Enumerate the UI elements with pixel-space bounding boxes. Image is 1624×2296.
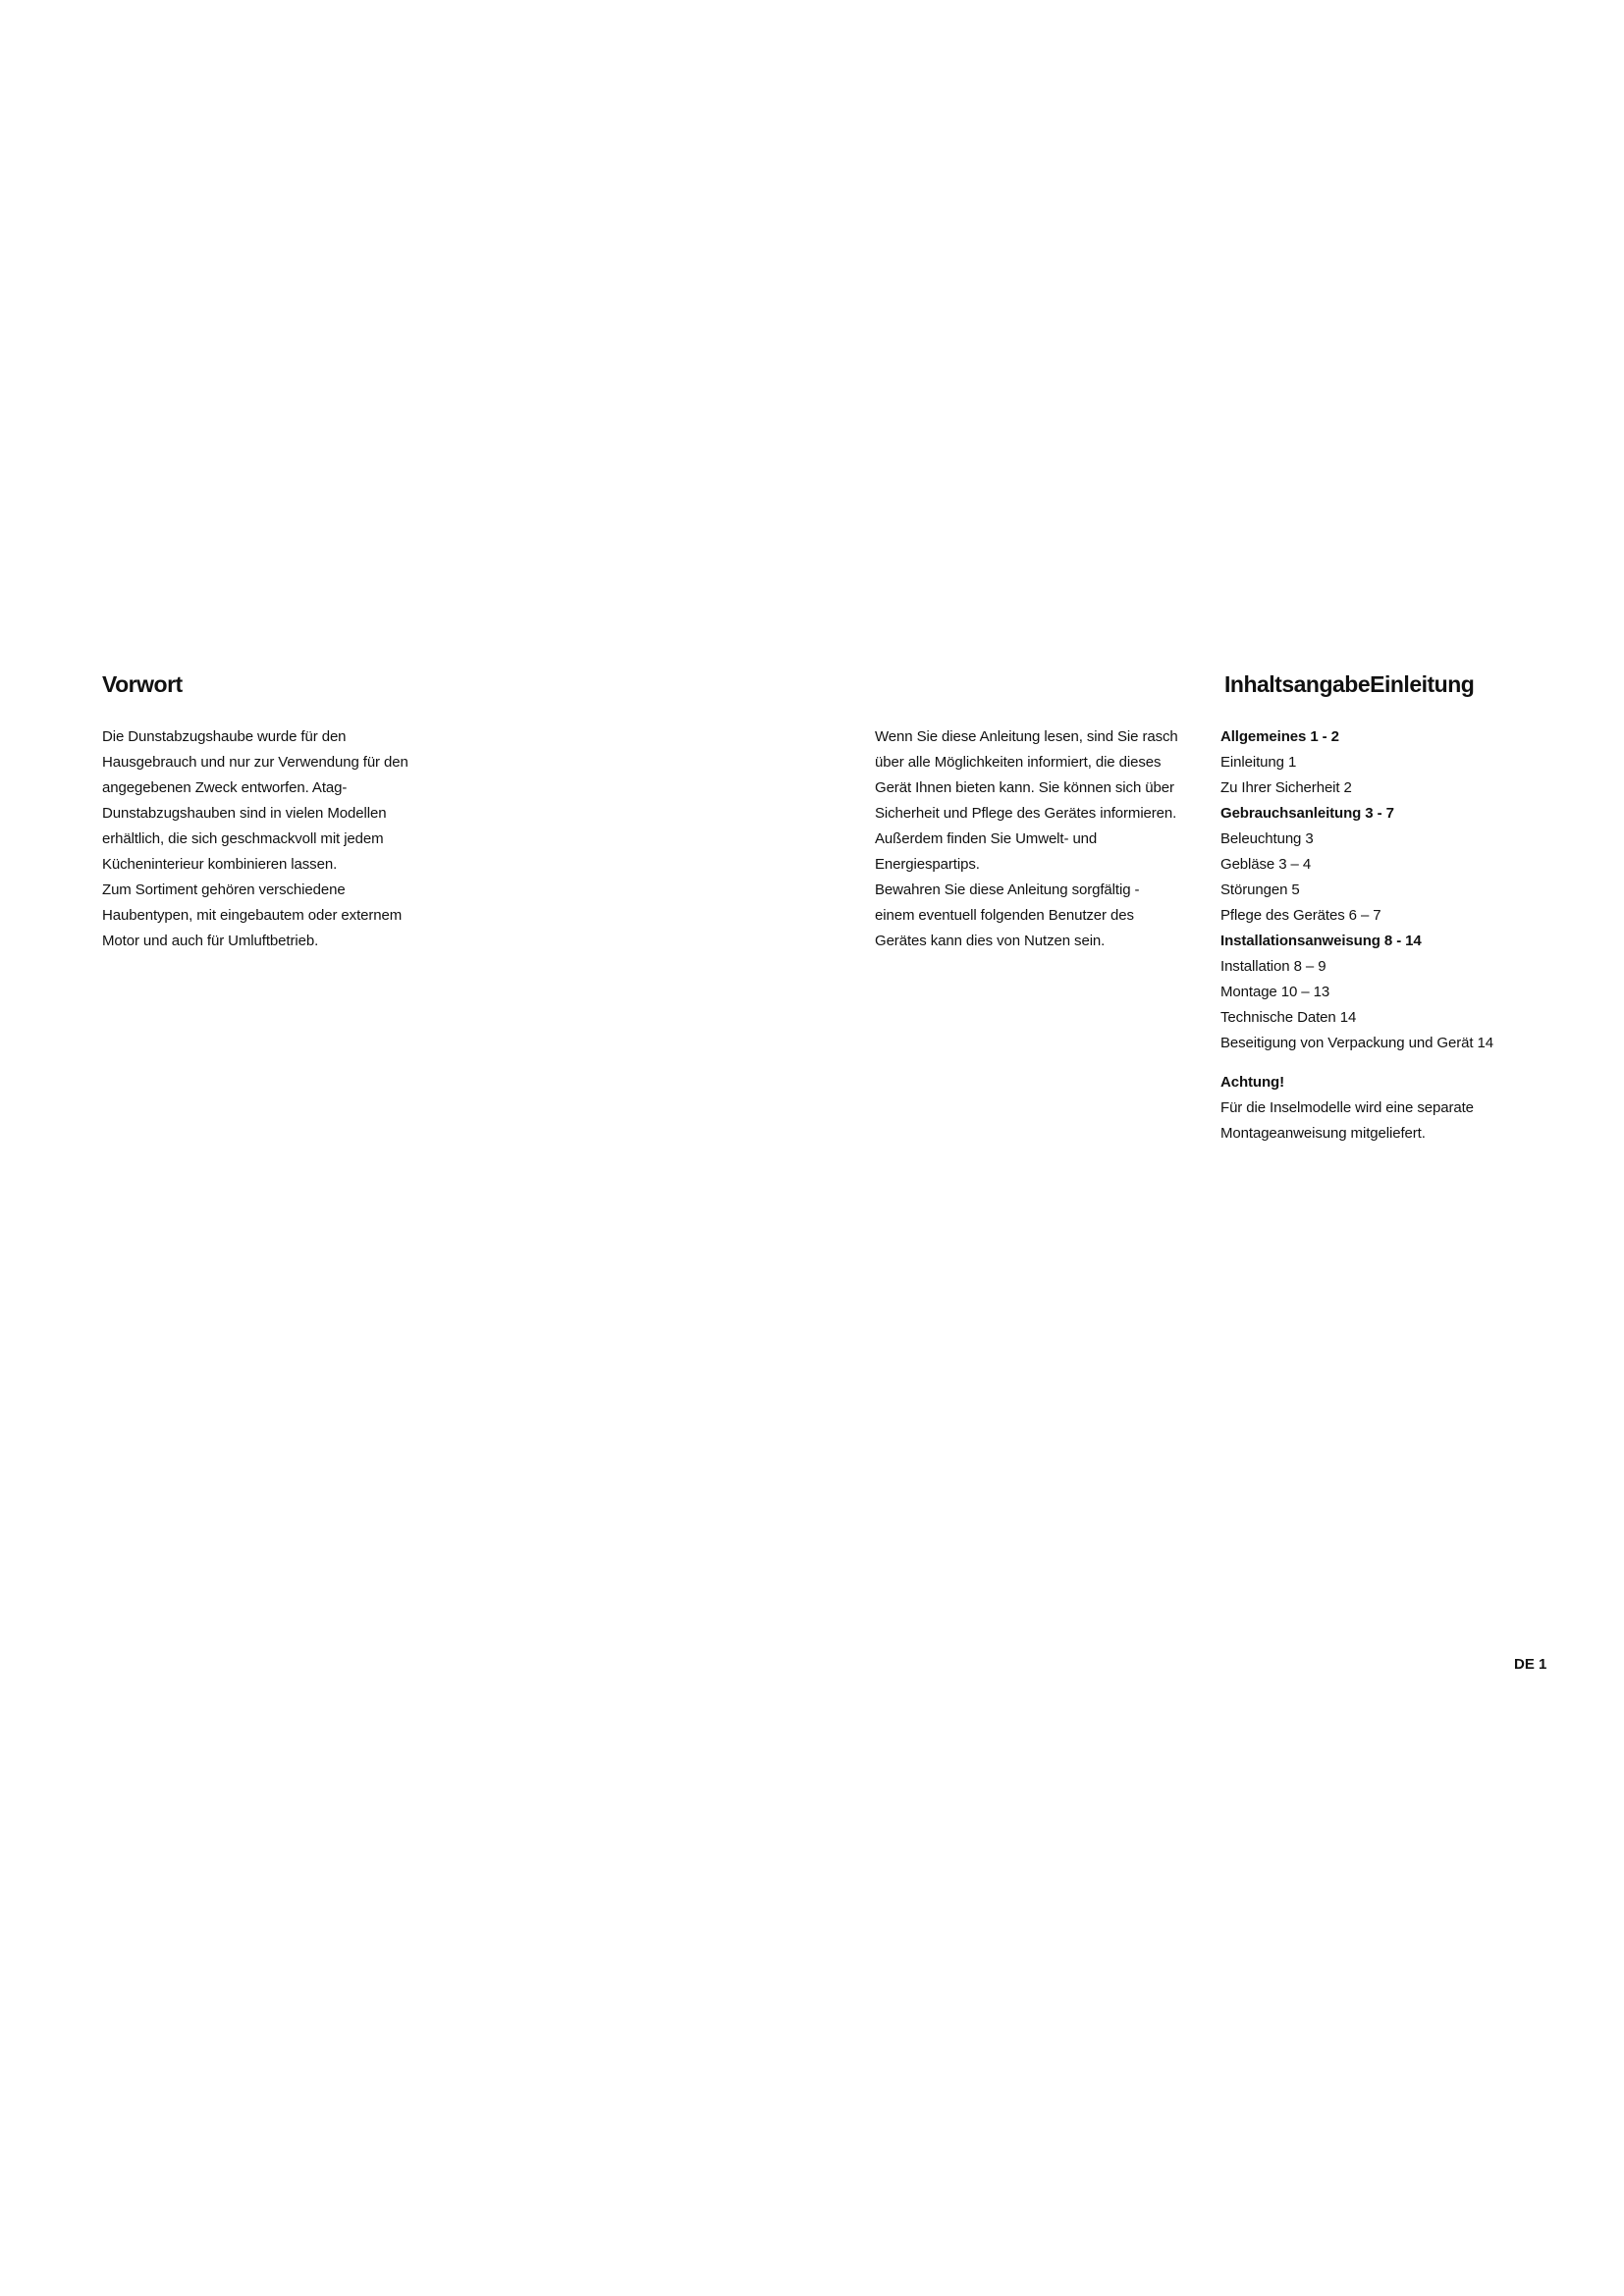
reading-note-line: über alle Möglichkeiten informiert, die dieses [875,754,1162,771]
foreword-line: Kücheninterieur kombinieren lassen. [102,856,338,873]
reading-note-line: Gerätes kann dies von Nutzen sein. [875,933,1106,949]
toc-entry: Montage 10 – 13 [1220,984,1330,1000]
foreword-line: Dunstabzugshauben sind in vielen Modellen [102,805,387,822]
toc-entry: Pflege des Gerätes 6 – 7 [1220,907,1381,924]
reading-note-line: Sicherheit und Pflege des Gerätes informieren. [875,805,1177,822]
toc-section-entry: Installationsanweisung 8 - 14 [1220,933,1422,949]
toc-entry: Zu Ihrer Sicherheit 2 [1220,779,1352,796]
warning-line: Für die Inselmodelle wird eine separate [1220,1099,1474,1116]
toc-entry: Installation 8 – 9 [1220,958,1326,975]
toc-section-entry: Allgemeines 1 - 2 [1220,728,1339,745]
warning-title: Achtung! [1220,1074,1285,1091]
warning-line: Montageanweisung mitgeliefert. [1220,1125,1426,1142]
toc-entry: Technische Daten 14 [1220,1009,1357,1026]
foreword-text [102,724,408,954]
foreword-line: erhältlich, die sich geschmackvoll mit jedem [102,830,384,847]
toc-section-entry: Gebrauchsanleitung 3 - 7 [1220,805,1394,822]
reading-note-line: Energiespartips. [875,856,980,873]
toc-entry: Beseitigung von Verpackung und Gerät 14 [1220,1035,1493,1051]
foreword-line: Motor und auch für Umluftbetrieb. [102,933,319,949]
table-of-contents [1220,724,1493,1147]
reading-note-line: Gerät Ihnen bieten kann. Sie können sich über [875,779,1174,796]
toc-spacer [1220,1056,1493,1070]
page-number: DE 1 [1514,1656,1547,1673]
reading-note-line: einem eventuell folgenden Benutzer des [875,907,1134,924]
reading-note-line: Wenn Sie diese Anleitung lesen, sind Sie rasch [875,728,1178,745]
toc-entry: Beleuchtung 3 [1220,830,1314,847]
foreword-line: Die Dunstabzugshaube wurde für den [102,728,347,745]
toc-entry: Störungen 5 [1220,881,1300,898]
foreword-line: Haubentypen, mit eingebautem oder externem [102,907,403,924]
foreword-line: Hausgebrauch und nur zur Verwendung für den [102,754,408,771]
toc-entry: Einleitung 1 [1220,754,1297,771]
contents-heading: InhaltsangabeEinleitung [1224,671,1475,697]
reading-note-text [875,724,1178,954]
toc-entry: Gebläse 3 – 4 [1220,856,1312,873]
foreword-heading: Vorwort [102,671,183,697]
foreword-line: Zum Sortiment gehören verschiedene [102,881,346,898]
reading-note-line: Bewahren Sie diese Anleitung sorgfältig - [875,881,1140,898]
reading-note-line: Außerdem finden Sie Umwelt- und [875,830,1098,847]
foreword-line: angegebenen Zweck entworfen. Atag- [102,779,348,796]
